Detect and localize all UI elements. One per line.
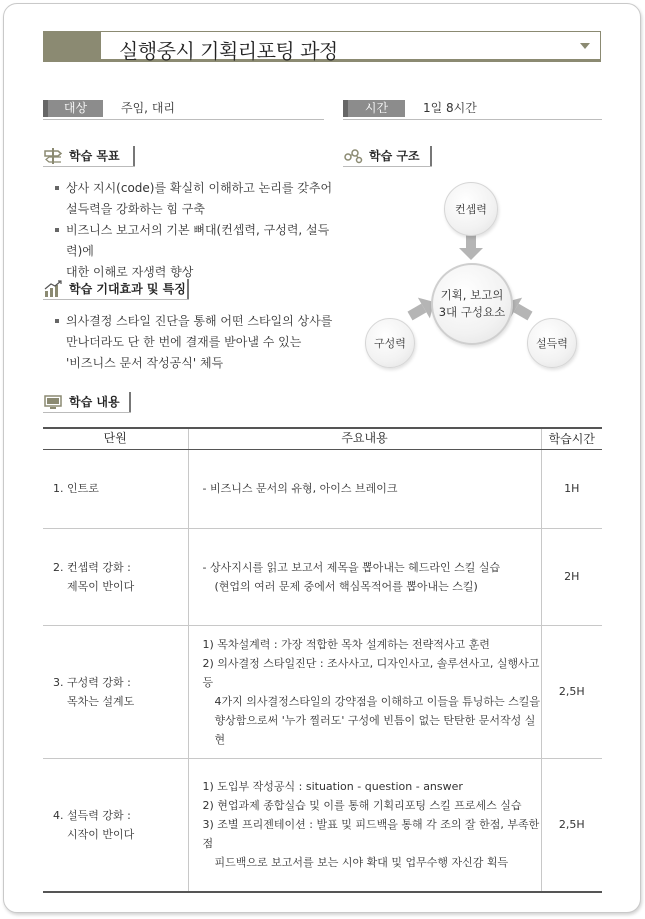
content-cell — [188, 449, 541, 528]
content-cell — [188, 625, 541, 758]
content-line: - 비즈니스 문서의 유형, 아이스 브레이크 — [202, 482, 398, 495]
unit-line: 2. 컨셉력 강화 : — [53, 560, 131, 574]
time-cell: 1H — [541, 449, 602, 528]
content-line: 2) 의사결정 스타일진단 : 조사사고, 디자인사고, 솔루션사고, 실행사고 등 — [202, 656, 540, 689]
structure-circle — [365, 318, 415, 368]
content-line: 1) 도입부 작성공식 : situation - question - answer — [202, 780, 463, 794]
core-label-line: 기획, 보고의 — [440, 288, 504, 302]
table-header-row — [43, 428, 602, 449]
unit-line: 4. 설득력 강화 : — [53, 808, 131, 822]
list-item-line: 만나더라도 단 한 번에 결재를 받아낼 수 있는 — [66, 335, 302, 349]
persuasion-label: 설득력 — [536, 336, 568, 350]
time-value: 1일 8시간 — [423, 101, 477, 115]
unit-line: 제목이 반이다 — [67, 579, 135, 593]
content-line: 향상함으로써 '누가 찔러도' 구성에 빈틈이 없는 탄탄한 문서작성 실현 — [214, 713, 536, 746]
goal-list — [52, 178, 342, 283]
content-line: 3) 조별 프리젠테이션 : 발표 및 피드백을 통해 각 조의 잘 한점, 부족한 점 — [202, 818, 540, 851]
content-line: 1) 목차설계력 : 가장 적합한 목차 설계하는 전략적사고 훈련 — [202, 637, 490, 651]
unit-line: 3. 구성력 강화 : — [53, 675, 131, 689]
unit-cell — [43, 625, 188, 758]
info-divider — [343, 119, 602, 120]
table-row — [43, 528, 602, 625]
header-unit: 단원 — [43, 428, 188, 449]
content-line: 2) 현업과제 종합실습 및 이를 통해 기획리포팅 스킬 프로세스 실습 — [202, 799, 522, 813]
content-line: 피드백으로 보고서를 보는 시야 확대 및 업무수행 자신감 획득 — [214, 856, 509, 870]
target-value: 주임, 대리 — [121, 101, 175, 115]
target-label: 대상 — [43, 100, 103, 117]
network-icon — [343, 147, 363, 165]
persuasion-circle — [527, 318, 577, 368]
page-title: 실행중시 기획리포팅 과정 — [119, 39, 338, 63]
time-label: 시간 — [343, 100, 405, 117]
section-underline — [343, 166, 432, 167]
unit-line: 목차는 설계도 — [67, 694, 135, 708]
section-bar — [133, 146, 135, 166]
section-content-title: 학습 내용 — [69, 395, 120, 409]
section-underline — [43, 412, 131, 413]
unit-cell — [43, 528, 188, 625]
time-cell: 2H — [541, 528, 602, 625]
header-time: 학습시간 — [541, 428, 602, 449]
unit-line: 1. 인트로 — [53, 482, 99, 495]
content-cell — [188, 758, 541, 892]
list-item — [52, 311, 342, 374]
content-line: (현업의 여러 문제 중에서 핵심목적어를 뽑아내는 스킬) — [214, 579, 478, 593]
table-row — [43, 758, 602, 892]
section-effect-head — [43, 279, 189, 299]
time-cell: 2,5H — [541, 625, 602, 758]
section-underline — [43, 299, 189, 300]
list-item — [52, 178, 342, 220]
list-item-line: '비즈니스 문서 작성공식' 체득 — [66, 356, 224, 370]
monitor-icon — [43, 393, 63, 411]
header-content: 주요내용 — [188, 428, 541, 449]
list-item-line: 대한 이해로 자생력 향상 — [66, 265, 194, 279]
list-item-line: 비즈니스 보고서의 기본 뼈대(컨셉력, 구성력, 설득력)에 — [66, 223, 330, 258]
section-goal-title: 학습 목표 — [69, 149, 120, 163]
time-cell: 2,5H — [541, 758, 602, 892]
signpost-icon — [43, 147, 63, 165]
concept-circle — [444, 182, 498, 236]
core-circle — [431, 263, 513, 345]
title-bar[interactable] — [101, 31, 601, 62]
section-bar — [430, 146, 432, 166]
core-label-line: 3대 구성요소 — [438, 305, 506, 319]
section-bar — [187, 279, 189, 299]
section-goal-head — [43, 146, 135, 166]
concept-label: 컨셉력 — [455, 202, 487, 216]
unit-cell — [43, 758, 188, 892]
effect-list — [52, 311, 342, 374]
list-item-line: 상사 지시(code)를 확실히 이해하고 논리를 갖추어 — [66, 181, 333, 195]
section-effect-title: 학습 기대효과 및 특징 — [69, 282, 186, 296]
dropdown-arrow-icon[interactable] — [580, 43, 590, 49]
section-structure-title: 학습 구조 — [369, 149, 420, 163]
section-underline — [43, 166, 135, 167]
title-accent-block — [43, 31, 101, 62]
unit-line: 시작이 반이다 — [67, 827, 135, 841]
bar-chart-icon — [43, 280, 63, 298]
list-item-line: 의사결정 스타일 진단을 통해 어떤 스타일의 상사를 — [66, 314, 333, 328]
info-divider — [43, 119, 324, 120]
list-item-line: 설득력을 강화하는 힘 구축 — [66, 202, 205, 216]
unit-cell — [43, 449, 188, 528]
list-item — [52, 220, 342, 283]
structure-label: 구성력 — [374, 336, 406, 350]
section-content-head — [43, 392, 131, 412]
content-line: - 상사지시를 읽고 보고서 제목을 뽑아내는 헤드라인 스킬 실습 — [202, 560, 501, 574]
curriculum-table — [43, 427, 602, 893]
table-row — [43, 625, 602, 758]
table-row — [43, 449, 602, 528]
section-structure-head — [343, 146, 432, 166]
section-bar — [129, 392, 131, 412]
content-line: 4가지 의사결정스타일의 강약점을 이해하고 이들을 튜닝하는 스킬을 — [214, 694, 541, 708]
content-cell — [188, 528, 541, 625]
